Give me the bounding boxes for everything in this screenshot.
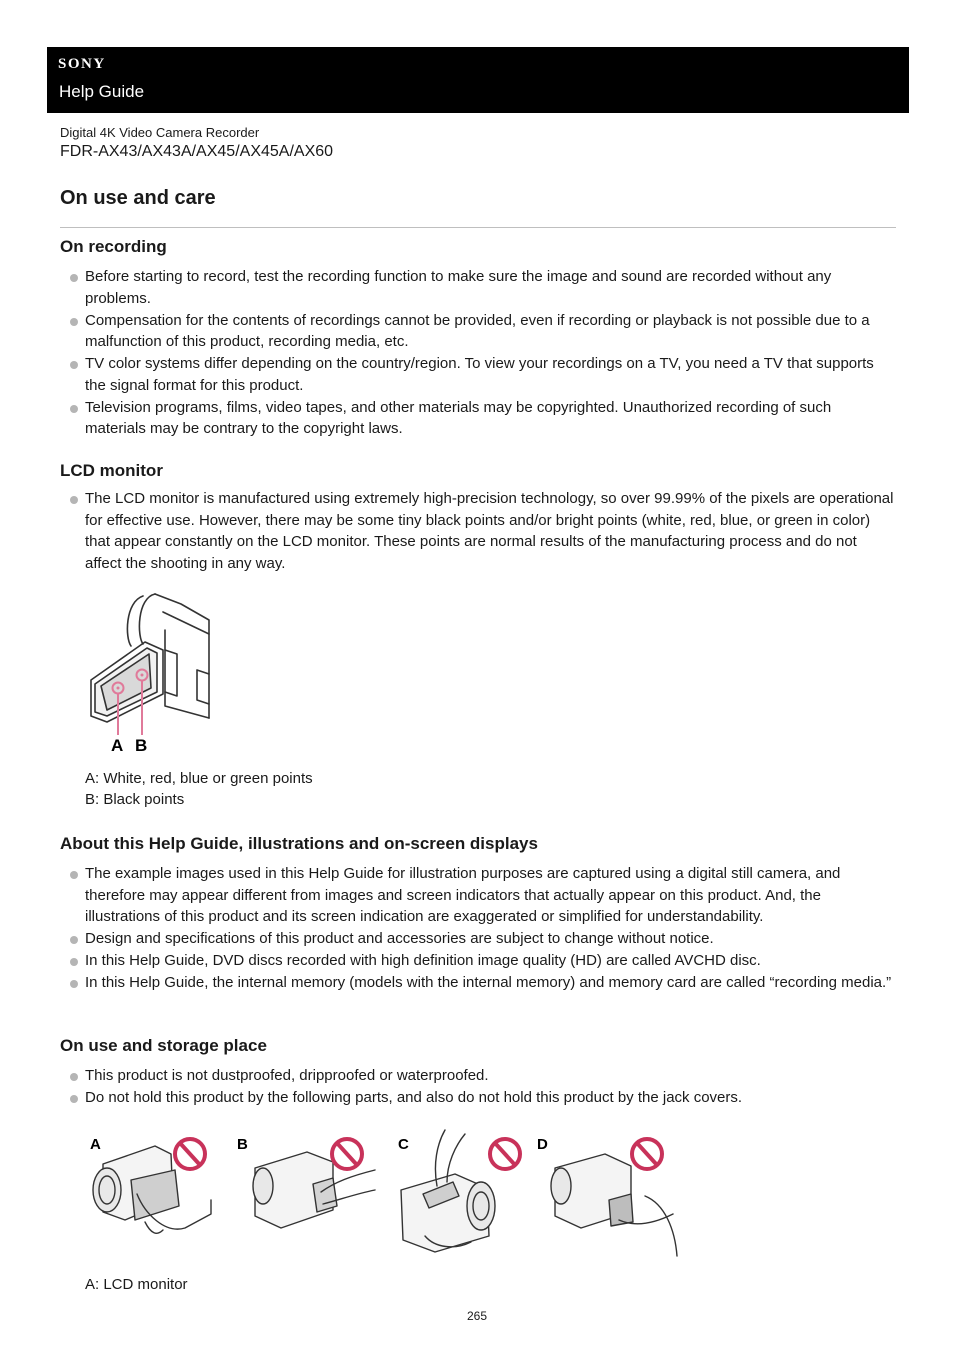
figure-label-a: A xyxy=(111,736,124,755)
section-heading-lcd: LCD monitor xyxy=(60,461,163,480)
lcd-monitor-illustration xyxy=(85,590,215,755)
section-heading-storage: On use and storage place xyxy=(60,1036,267,1055)
prohibited-icon xyxy=(175,1139,205,1169)
section-heading-recording: On recording xyxy=(60,237,167,256)
prohibited-icon xyxy=(490,1139,520,1169)
bullet-icon xyxy=(70,1095,78,1103)
list-item: The example images used in this Help Guide for illustration purposes are captured using a digital still camera, and therefore may appear different from images and screen indicators that actually appear on this product. And, the illustrations of this product and its screen indication are exaggerated or simplified for understandability. xyxy=(69,863,895,928)
page-number: 265 xyxy=(466,1309,488,1323)
bullet-icon xyxy=(70,405,78,413)
list-item: The LCD monitor is manufactured using extremely high-precision technology, so over 99.99% of the pixels are operational for effective use. However, there may be some tiny black points and/or bright points (white, red, blue, or green in color) that appear constantly on the LCD monitor. These points are normal results of the manufacturing process and do not affect the shooting in any way. xyxy=(69,488,895,574)
page-title: On use and care xyxy=(60,187,216,209)
caption-b: B: Black points xyxy=(85,791,185,808)
about-list xyxy=(69,863,895,994)
product-category: Digital 4K Video Camera Recorder xyxy=(60,125,260,140)
bullet-icon xyxy=(70,980,78,988)
bullet-icon xyxy=(70,274,78,282)
list-item: In this Help Guide, DVD discs recorded with high definition image quality (HD) are called AVCHD disc. xyxy=(69,950,895,972)
list-item: Design and specifications of this product and accessories are subject to change without notice. xyxy=(69,928,895,950)
bullet-icon xyxy=(70,1073,78,1081)
camera-top-hold-drawing xyxy=(401,1130,495,1252)
bullet-icon xyxy=(70,871,78,879)
header-bar xyxy=(47,47,909,113)
bullet-icon xyxy=(70,496,78,504)
recording-list xyxy=(69,266,895,440)
prohibited-icon xyxy=(632,1139,662,1169)
caption-a: A: White, red, blue or green points xyxy=(85,770,313,787)
figure-label-b: B xyxy=(237,1136,248,1153)
storage-list xyxy=(69,1065,895,1109)
figure-label-c: C xyxy=(398,1136,409,1153)
list-item: Compensation for the contents of recordings cannot be provided, even if recording or playback is not possible due to a malfunction of this product, recording media, etc. xyxy=(69,310,895,353)
do-not-hold-illustrations xyxy=(85,1124,680,1260)
figure-label-b: B xyxy=(135,736,148,755)
bullet-icon xyxy=(70,318,78,326)
list-item: TV color systems differ depending on the country/region. To view your recordings on a TV, you need a TV that supports the signal format for this product. xyxy=(69,353,895,396)
section-heading-about: About this Help Guide, illustrations and on-screen displays xyxy=(60,834,538,853)
bullet-icon xyxy=(70,936,78,944)
help-guide-title: Help Guide xyxy=(59,82,145,101)
list-item: In this Help Guide, the internal memory (models with the internal memory) and memory card are called “recording media.” xyxy=(69,972,895,994)
list-item: Before starting to record, test the recording function to make sure the image and sound are recorded without any problems. xyxy=(69,266,895,309)
figure-label-a: A xyxy=(90,1136,101,1153)
caption-a: A: LCD monitor xyxy=(85,1276,188,1293)
list-item: Television programs, films, video tapes, and other materials may be copyrighted. Unauthorized recording of such materials may be contrary to the copyright laws. xyxy=(69,397,895,440)
list-item: This product is not dustproofed, dripproofed or waterproofed. xyxy=(69,1065,895,1087)
figure-label-d: D xyxy=(537,1136,548,1153)
product-models: FDR-AX43/AX43A/AX45/AX45A/AX60 xyxy=(60,143,334,160)
list-item: Do not hold this product by the following parts, and also do not hold this product by the jack covers. xyxy=(69,1087,895,1109)
lcd-list xyxy=(69,488,895,575)
title-divider xyxy=(60,227,896,228)
brand-logo: SONY xyxy=(58,56,106,72)
prohibited-icon xyxy=(332,1139,362,1169)
bullet-icon xyxy=(70,958,78,966)
bullet-icon xyxy=(70,361,78,369)
camera-grip-hold-drawing xyxy=(551,1154,677,1256)
